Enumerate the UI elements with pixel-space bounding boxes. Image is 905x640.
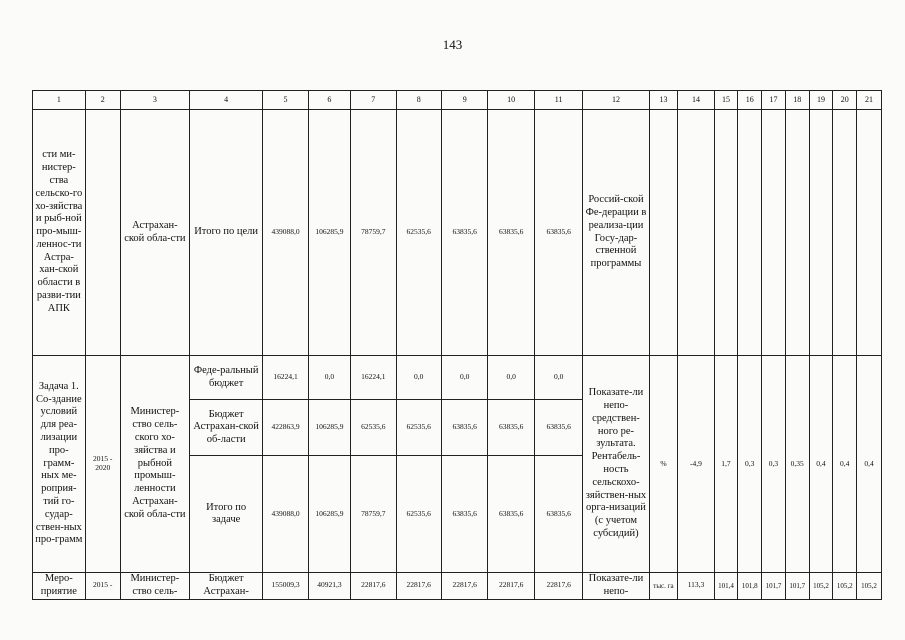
col-header: 12 <box>583 91 649 110</box>
cell-value: 63835,6 <box>441 456 487 573</box>
col-header: 2 <box>85 91 120 110</box>
cell-value: 78759,7 <box>351 110 396 356</box>
cell-indicator-value: 105,2 <box>833 573 857 600</box>
cell-empty <box>738 110 762 356</box>
cell-value: 63835,6 <box>534 110 583 356</box>
cell-indicator-value: 0,4 <box>857 356 882 573</box>
cell-indicator-value: 0,35 <box>785 356 809 573</box>
cell-indicator-value: 101,8 <box>738 573 762 600</box>
cell-empty <box>762 110 786 356</box>
cell-value: 0,0 <box>308 356 350 400</box>
cell-indicator-text: Показате-ли непо-средствен-ного ре-зультата. Рентабель-ность сельскохо-зяйствен-ных орга-низаций (с учетом субсидий) <box>583 356 649 573</box>
col-header: 1 <box>33 91 86 110</box>
col-header: 19 <box>809 91 833 110</box>
cell-source: Итого по цели <box>189 110 262 356</box>
cell-source: Бюджет Астрахан- <box>189 573 262 600</box>
cell-indicator-value: 1,7 <box>714 356 738 573</box>
cell-goal-text: сти ми-нистер-ства сельско-го хо-зяйства и рыб-ной про-мыш-леннос-ти Астра-хан-ской области в разви-тии АПК <box>33 110 86 356</box>
col-header: 15 <box>714 91 738 110</box>
table-row <box>33 573 882 600</box>
cell-empty <box>833 110 857 356</box>
header-row <box>33 91 882 110</box>
cell-value: 78759,7 <box>351 456 396 573</box>
cell-value: 40921,3 <box>308 573 350 600</box>
cell-value: 62535,6 <box>351 400 396 456</box>
cell-empty <box>714 110 738 356</box>
cell-indicator-text: Россий-ской Фе-дерации в реализа-ции Госу-дар-ственной программы <box>583 110 649 356</box>
cell-empty <box>857 110 882 356</box>
col-header: 6 <box>308 91 350 110</box>
cell-value: 22817,6 <box>441 573 487 600</box>
cell-empty <box>678 110 714 356</box>
col-header: 5 <box>263 91 308 110</box>
cell-value: 155009,3 <box>263 573 308 600</box>
cell-empty <box>809 110 833 356</box>
cell-indicator-value: -4,9 <box>678 356 714 573</box>
cell-value: 0,0 <box>488 356 534 400</box>
cell-value: 0,0 <box>441 356 487 400</box>
col-header: 4 <box>189 91 262 110</box>
cell-source: Феде-ральный бюджет <box>189 356 262 400</box>
cell-value: 22817,6 <box>488 573 534 600</box>
cell-period: 2015 - 2020 <box>85 356 120 573</box>
cell-value: 63835,6 <box>488 110 534 356</box>
cell-source: Итого по задаче <box>189 456 262 573</box>
cell-unit: % <box>649 356 678 573</box>
cell-value: 62535,6 <box>396 400 441 456</box>
col-header: 18 <box>785 91 809 110</box>
cell-indicator-value: 0,3 <box>762 356 786 573</box>
cell-value: 22817,6 <box>534 573 583 600</box>
cell-value: 439088,0 <box>263 110 308 356</box>
cell-task-text: Задача 1. Со-здание условий для реа-лизации про-грамм-ных ме-роприя-тий го-судар-ствен-ных про-грамм <box>33 356 86 573</box>
cell-unit: тыс. га <box>649 573 678 600</box>
cell-empty <box>785 110 809 356</box>
col-header: 7 <box>351 91 396 110</box>
cell-activity-text: Меро-приятие <box>33 573 86 600</box>
cell-empty <box>85 110 120 356</box>
cell-value: 16224,1 <box>351 356 396 400</box>
col-header: 8 <box>396 91 441 110</box>
col-header: 14 <box>678 91 714 110</box>
table-row <box>33 110 882 356</box>
cell-value: 106285,9 <box>308 110 350 356</box>
cell-value: 62535,6 <box>396 110 441 356</box>
cell-value: 63835,6 <box>488 456 534 573</box>
cell-value: 62535,6 <box>396 456 441 573</box>
col-header: 11 <box>534 91 583 110</box>
cell-executor: Министер-ство сель-ского хо-зяйства и рыбной промыш-ленности Астрахан-ской обла-сти <box>120 356 189 573</box>
cell-indicator-value: 0,4 <box>833 356 857 573</box>
cell-indicator-value: 105,2 <box>809 573 833 600</box>
page-number: 143 <box>442 37 463 52</box>
cell-indicator-value: 101,7 <box>762 573 786 600</box>
cell-value: 422863,9 <box>263 400 308 456</box>
table-row <box>33 356 882 400</box>
col-header: 13 <box>649 91 678 110</box>
col-header: 16 <box>738 91 762 110</box>
col-header: 17 <box>762 91 786 110</box>
cell-value: 63835,6 <box>441 110 487 356</box>
col-header: 21 <box>857 91 882 110</box>
budget-table <box>32 90 882 600</box>
cell-empty <box>649 110 678 356</box>
cell-indicator-value: 101,7 <box>785 573 809 600</box>
cell-executor: Министер-ство сель- <box>120 573 189 600</box>
cell-executor: Астрахан-ской обла-сти <box>120 110 189 356</box>
cell-value: 106285,9 <box>308 400 350 456</box>
cell-value: 16224,1 <box>263 356 308 400</box>
cell-value: 63835,6 <box>534 400 583 456</box>
cell-value: 0,0 <box>396 356 441 400</box>
cell-source: Бюджет Астрахан-ской об-ласти <box>189 400 262 456</box>
cell-indicator-value: 113,3 <box>678 573 714 600</box>
cell-value: 22817,6 <box>351 573 396 600</box>
cell-value: 439088,0 <box>263 456 308 573</box>
col-header: 10 <box>488 91 534 110</box>
cell-indicator-value: 101,4 <box>714 573 738 600</box>
col-header: 3 <box>120 91 189 110</box>
cell-period: 2015 - <box>85 573 120 600</box>
col-header: 20 <box>833 91 857 110</box>
cell-indicator-text: Показате-ли непо- <box>583 573 649 600</box>
cell-value: 63835,6 <box>534 456 583 573</box>
cell-value: 22817,6 <box>396 573 441 600</box>
col-header: 9 <box>441 91 487 110</box>
cell-value: 63835,6 <box>441 400 487 456</box>
cell-value: 106285,9 <box>308 456 350 573</box>
cell-indicator-value: 0,4 <box>809 356 833 573</box>
cell-value: 0,0 <box>534 356 583 400</box>
cell-indicator-value: 105,2 <box>857 573 882 600</box>
cell-indicator-value: 0,3 <box>738 356 762 573</box>
cell-value: 63835,6 <box>488 400 534 456</box>
